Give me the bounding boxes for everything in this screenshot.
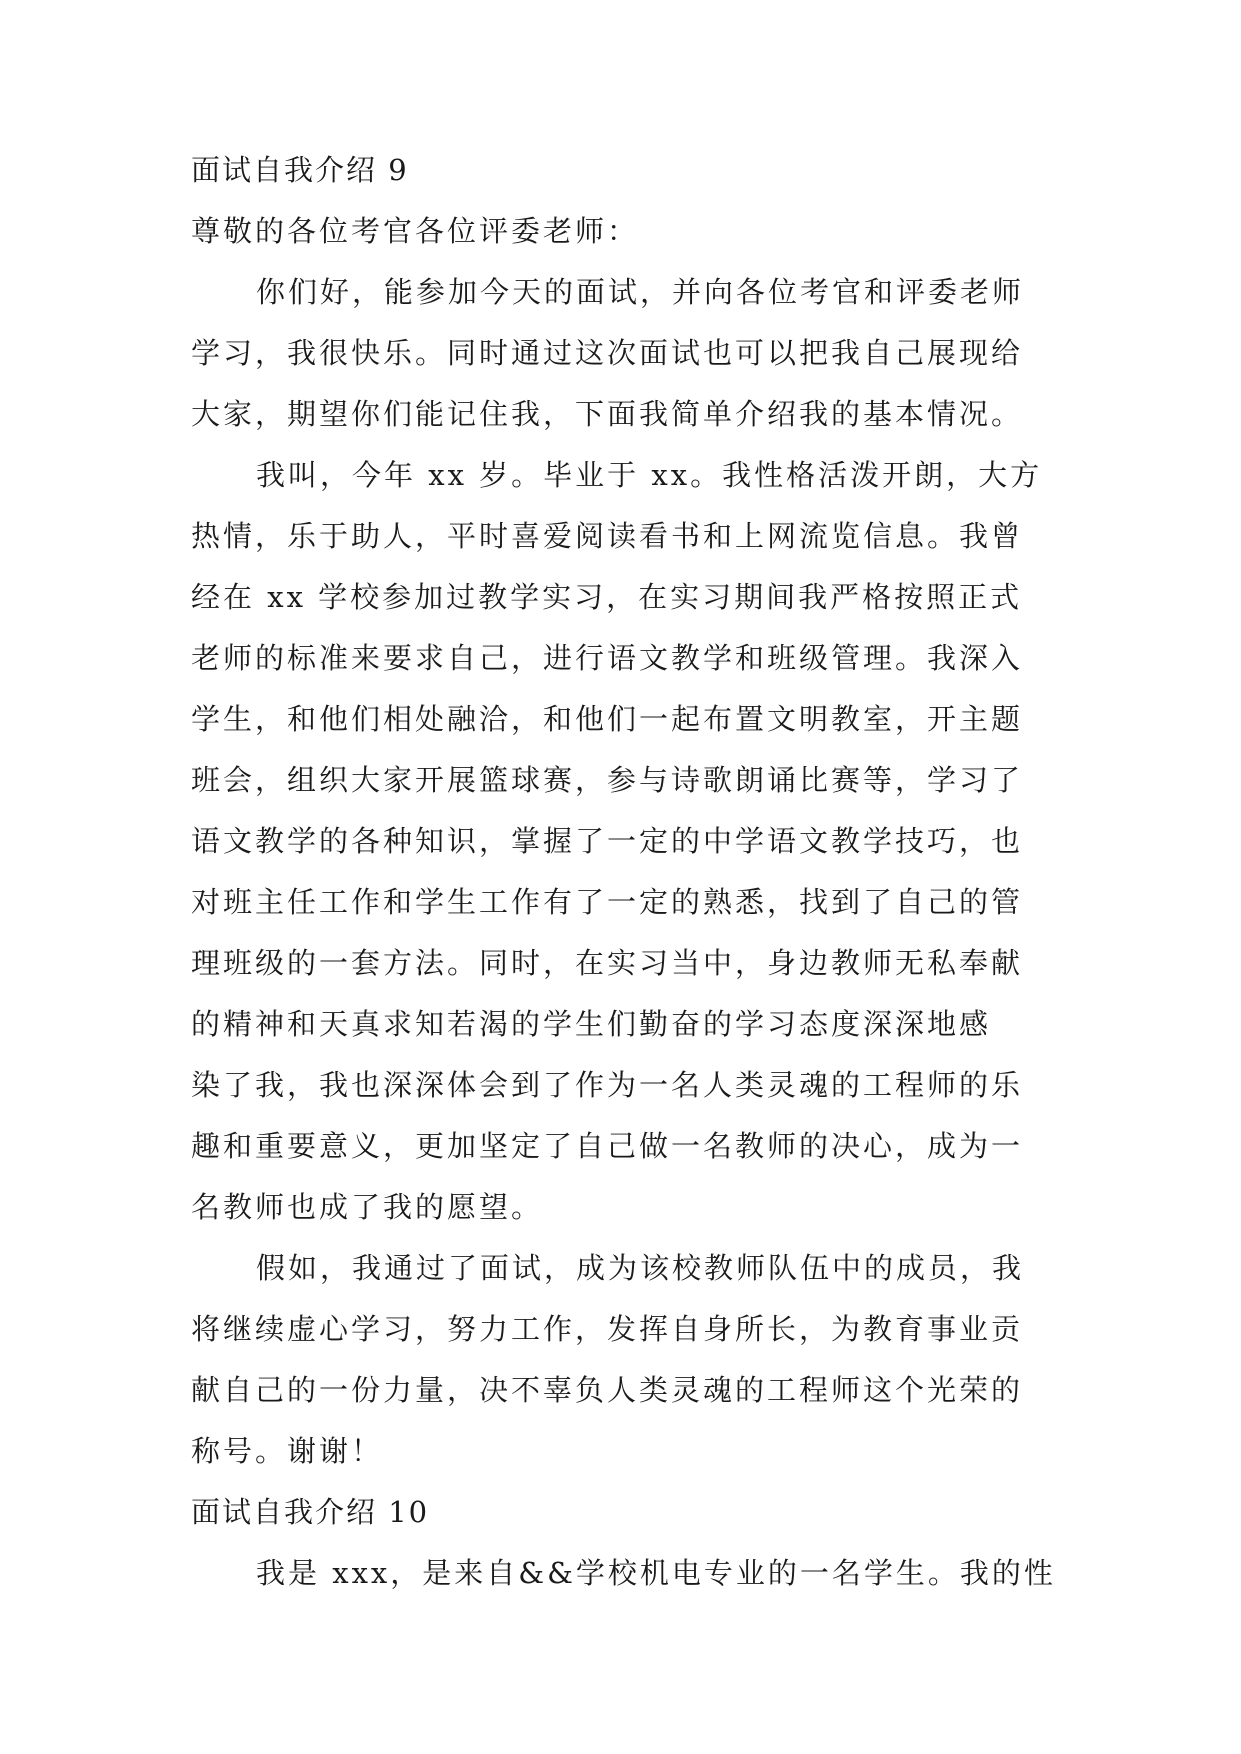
paragraph-line: 理班级的一套方法。同时，在实习当中，身边教师无私奉献 — [191, 946, 1024, 980]
paragraph-line: 称号。谢谢！ — [191, 1434, 384, 1468]
paragraph-line: 对班主任工作和学生工作有了一定的熟悉，找到了自己的管 — [191, 885, 1024, 919]
section-heading: 面试自我介绍 10 — [191, 1495, 430, 1529]
paragraph-line: 我叫，今年 xx 岁。毕业于 xx。我性格活泼开朗，大方 — [256, 458, 1043, 492]
paragraph-line: 我是 xxx，是来自&&学校机电专业的一名学生。我的性 — [256, 1556, 1056, 1590]
paragraph-line: 大家，期望你们能记住我，下面我简单介绍我的基本情况。 — [191, 397, 1024, 431]
paragraph-line: 名教师也成了我的愿望。 — [191, 1190, 544, 1224]
paragraph-line: 学习，我很快乐。同时通过这次面试也可以把我自己展现给 — [191, 336, 1024, 370]
paragraph-line: 班会，组织大家开展篮球赛，参与诗歌朗诵比赛等，学习了 — [191, 763, 1024, 797]
paragraph-line: 老师的标准来要求自己，进行语文教学和班级管理。我深入 — [191, 641, 1024, 675]
paragraph-line: 学生，和他们相处融洽，和他们一起布置文明教室，开主题 — [191, 702, 1024, 736]
paragraph-line: 你们好，能参加今天的面试，并向各位考官和评委老师 — [256, 275, 1025, 309]
paragraph-line: 语文教学的各种知识，掌握了一定的中学语文教学技巧，也 — [191, 824, 1024, 858]
paragraph-line: 经在 xx 学校参加过教学实习，在实习期间我严格按照正式 — [191, 580, 1023, 614]
paragraph-line: 热情，乐于助人，平时喜爱阅读看书和上网流览信息。我曾 — [191, 519, 1024, 553]
paragraph-line: 的精神和天真求知若渴的学生们勤奋的学习态度深深地感 — [191, 1007, 992, 1041]
paragraph-line: 假如，我通过了面试，成为该校教师队伍中的成员，我 — [256, 1251, 1025, 1285]
section-heading: 面试自我介绍 9 — [191, 153, 409, 187]
document-body — [191, 140, 1061, 1604]
paragraph-line: 染了我，我也深深体会到了作为一名人类灵魂的工程师的乐 — [191, 1068, 1024, 1102]
salutation: 尊敬的各位考官各位评委老师： — [191, 214, 640, 248]
paragraph-line: 将继续虚心学习，努力工作，发挥自身所长，为教育事业贡 — [191, 1312, 1024, 1346]
paragraph-line: 献自己的一份力量，决不辜负人类灵魂的工程师这个光荣的 — [191, 1373, 1024, 1407]
paragraph-line: 趣和重要意义，更加坚定了自己做一名教师的决心，成为一 — [191, 1129, 1024, 1163]
